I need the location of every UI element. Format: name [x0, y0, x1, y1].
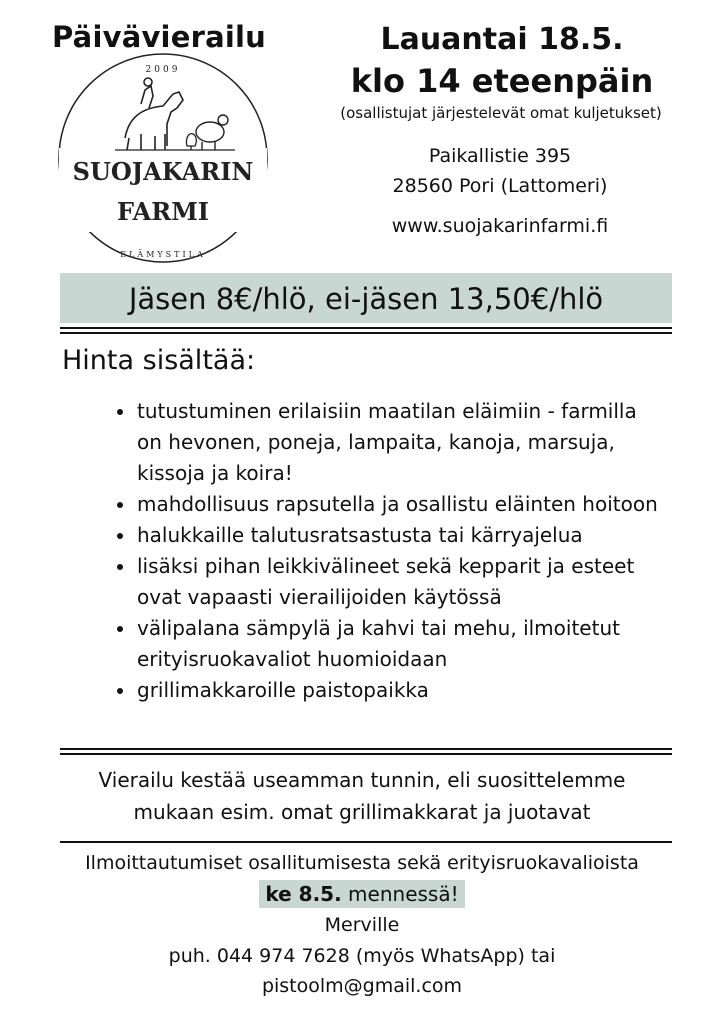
contact-name: Merville	[324, 914, 400, 936]
deadline	[0, 882, 724, 906]
logo-name-line1: SUOJAKARIN	[72, 157, 254, 186]
farm-logo	[55, 50, 271, 266]
list-item: tutustuminen erilaisiin maatilan eläimiin - farmilla on hevonen, poneja, lampaita, kanoja, marsuja, kissoja ja koira!	[115, 396, 660, 489]
divider	[60, 753, 672, 755]
divider	[60, 841, 672, 843]
logo-name-line2: FARMI	[117, 197, 209, 226]
duration-note-line2: mukaan esim. omat grillimakkarat ja juotavat	[133, 800, 591, 824]
event-time: klo 14 eteenpäin	[350, 62, 654, 100]
includes-heading: Hinta sisältää:	[62, 345, 256, 376]
list-item: lisäksi pihan leikkivälineet sekä kepparit ja esteet ovat vapaasti vierailijoiden käytössä	[115, 551, 660, 613]
address-city: 28560 Pori (Lattomeri)	[392, 175, 608, 197]
list-item: välipalana sämpylä ja kahvi tai mehu, ilmoitetut erityisruokavaliot huomioidaan	[115, 613, 660, 675]
divider	[60, 327, 672, 329]
divider	[60, 332, 672, 334]
transport-note: (osallistujat järjestelevät omat kuljetukset)	[340, 104, 662, 122]
list-item: grillimakkaroille paistopaikka	[115, 675, 660, 706]
address-street: Paikallistie 395	[428, 145, 572, 167]
website-link[interactable]: www.suojakarinfarmi.fi	[391, 215, 609, 237]
event-title: Päivävierailu	[52, 20, 266, 54]
deadline-highlight	[259, 880, 464, 908]
horse-and-rider-icon	[125, 78, 183, 150]
deadline-date: ke 8.5.	[265, 882, 342, 906]
deadline-suffix: mennessä!	[341, 882, 459, 906]
divider	[60, 748, 672, 750]
includes-list	[115, 396, 660, 706]
registration-text: Ilmoittautumiset osallitumisesta sekä erityisruokavalioista	[85, 852, 639, 874]
logo-tagline: ELÄMYSTILA	[120, 250, 206, 259]
sheep-icon	[196, 115, 228, 150]
price-banner: Jäsen 8€/hlö, ei-jäsen 13,50€/hlö	[60, 273, 672, 323]
event-date: Lauantai 18.5.	[380, 22, 624, 57]
list-item: mahdollisuus rapsutella ja osallistu eläinten hoitoon	[115, 489, 660, 520]
chicken-icon	[186, 134, 196, 150]
list-item: halukkaille talutusratsastusta tai kärryajelua	[115, 520, 660, 551]
duration-note-line1: Vierailu kestää useamman tunnin, eli suosittelemme	[98, 768, 626, 792]
contact-phone: puh. 044 974 7628 (myös WhatsApp) tai	[168, 945, 556, 967]
logo-year: 2009	[145, 65, 181, 75]
contact-email[interactable]: pistoolm@gmail.com	[261, 975, 463, 997]
